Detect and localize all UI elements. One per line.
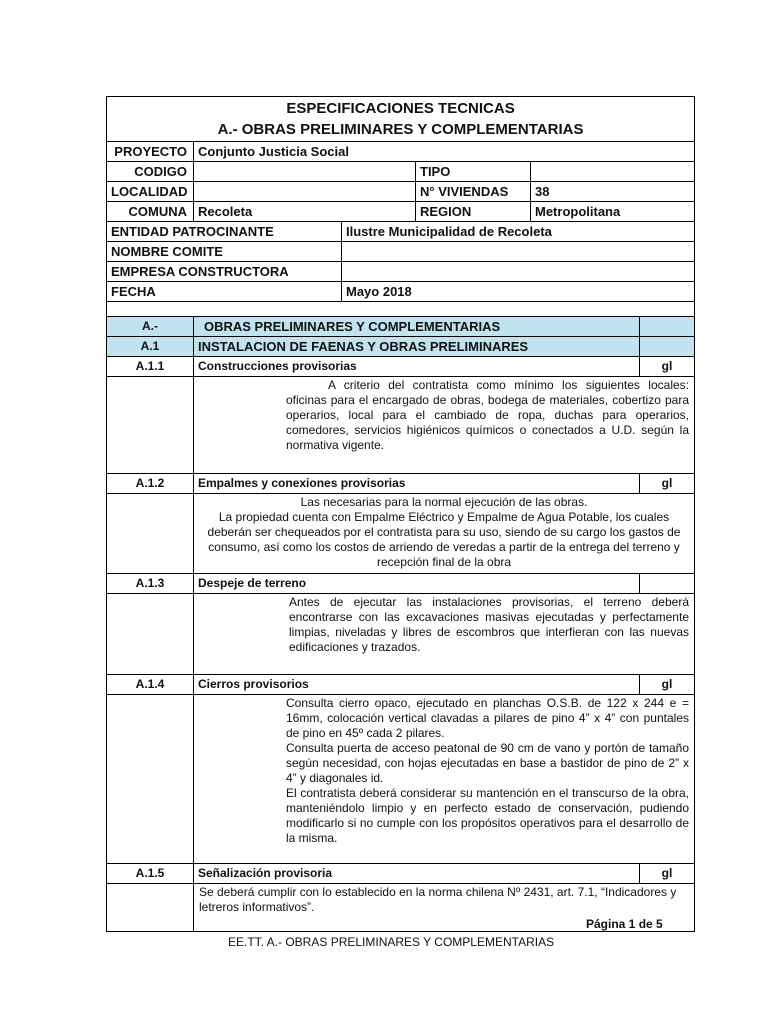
item-unit: gl — [640, 675, 695, 695]
entidad-value: Ilustre Municipalidad de Recoleta — [342, 222, 695, 242]
item-title: Cierros provisorios — [194, 675, 640, 695]
item-num-spacer — [107, 594, 194, 675]
empresa-value — [342, 262, 695, 282]
item-body — [194, 695, 695, 864]
tipo-value — [531, 162, 695, 182]
codigo-value — [194, 162, 416, 182]
comuna-label: COMUNA — [107, 202, 194, 222]
item-unit — [640, 574, 695, 594]
viviendas-value: 38 — [531, 182, 695, 202]
region-label: REGION — [416, 202, 531, 222]
proyecto-value: Conjunto Justicia Social — [194, 142, 695, 162]
item-unit: gl — [640, 474, 695, 494]
item-title: Despeje de terreno — [194, 574, 640, 594]
proyecto-label: PROYECTO — [107, 142, 194, 162]
item-num-spacer — [107, 377, 194, 474]
localidad-value — [194, 182, 416, 202]
footer-document-title: EE.TT. A.- OBRAS PRELIMINARES Y COMPLEMENTARIAS — [228, 935, 555, 949]
item-num-spacer — [107, 494, 194, 574]
item-title: Señalización provisoria — [194, 864, 640, 884]
comite-label: NOMBRE COMITE — [107, 242, 342, 262]
fecha-value: Mayo 2018 — [342, 282, 695, 302]
tipo-label: TIPO — [416, 162, 531, 182]
item-number: A.1.4 — [107, 675, 194, 695]
item-paragraph: El contratista deberá considerar su mantención en el transcurso de la obra, manteniéndolo limpio y en perfecto estado de conservación, pudiendo modificarlo si no cumple con los propósitos operativos para el desarrollo de la misma. — [286, 786, 689, 845]
item-num-spacer — [107, 884, 194, 932]
section-unit — [640, 317, 695, 337]
entidad-label: ENTIDAD PATROCINANTE — [107, 222, 342, 242]
item-unit: gl — [640, 357, 695, 377]
viviendas-label: N° VIVIENDAS — [416, 182, 531, 202]
localidad-label: LOCALIDAD — [107, 182, 194, 202]
spec-table — [106, 316, 695, 932]
item-number: A.1.2 — [107, 474, 194, 494]
region-value: Metropolitana — [531, 202, 695, 222]
fecha-label: FECHA — [107, 282, 342, 302]
item-paragraph: Consulta puerta de acceso peatonal de 90 cm de vano y portón de tamaño según necesidad, con hojas ejecutadas en base a bastidor de pino de 2” x 4” y diagonales id. — [286, 741, 689, 785]
section-title: OBRAS PRELIMINARES Y COMPLEMENTARIAS — [194, 317, 640, 337]
item-paragraph: La propiedad cuenta con Empalme Eléctrico y Empalme de Agua Potable, los cuales deberán ser chequeados por el contratista para su uso, siendo de su cargo los gastos de consumo, así como los costos de arriendo de veredas a partir de la entrega del terreno y recepción final de la obra — [207, 510, 681, 569]
item-number: A.1.5 — [107, 864, 194, 884]
item-num-spacer — [107, 695, 194, 864]
section-number: A.- — [107, 317, 194, 337]
item-title: Construcciones provisorias — [194, 357, 640, 377]
page-number: Página 1 de 5 — [586, 917, 663, 931]
header-table — [106, 96, 695, 322]
document-title — [107, 97, 695, 142]
item-paragraph: Consulta cierro opaco, ejecutado en planchas O.S.B. de 122 x 244 e = 16mm, colocación vertical clavadas a pilares de pino 4” x 4” con puntales de pino en 45º cada 2 pilares. — [286, 696, 689, 740]
subsection-title: INSTALACION DE FAENAS Y OBRAS PRELIMINARES — [194, 337, 640, 357]
subsection-unit — [640, 337, 695, 357]
item-number: A.1.3 — [107, 574, 194, 594]
codigo-label: CODIGO — [107, 162, 194, 182]
item-body — [194, 494, 695, 574]
title-line-1: ESPECIFICACIONES TECNICAS — [286, 100, 515, 117]
subsection-number: A.1 — [107, 337, 194, 357]
item-unit: gl — [640, 864, 695, 884]
item-paragraph: Las necesarias para la normal ejecución de las obras. — [300, 495, 588, 509]
item-title: Empalmes y conexiones provisorias — [194, 474, 640, 494]
item-paragraph: Se deberá cumplir con lo establecido en la norma chilena Nº 2431, art. 7.1, “Indicadores y letreros informativos”. — [199, 885, 677, 914]
item-body — [194, 594, 695, 675]
item-paragraph: Antes de ejecutar las instalaciones provisorias, el terreno deberá encontrarse con las excavaciones masivas ejecutadas y perfectamente limpias, niveladas y libres de escombros que interfieran con las nuevas edificaciones y trazados. — [289, 595, 689, 654]
item-paragraph: A criterio del contratista como mínimo los siguientes locales: oficinas para el encargado de obras, bodega de materiales, cobertizo para operarios, local para el cambiado de ropa, duchas para operarios, comedores, servicios higiénicos químicos o conectados a U.D. según la normativa vigente. — [286, 378, 689, 452]
comite-value — [342, 242, 695, 262]
item-body — [194, 377, 695, 474]
item-number: A.1.1 — [107, 357, 194, 377]
comuna-value: Recoleta — [194, 202, 416, 222]
empresa-label: EMPRESA CONSTRUCTORA — [107, 262, 342, 282]
title-line-2: A.- OBRAS PRELIMINARES Y COMPLEMENTARIAS — [217, 121, 584, 138]
